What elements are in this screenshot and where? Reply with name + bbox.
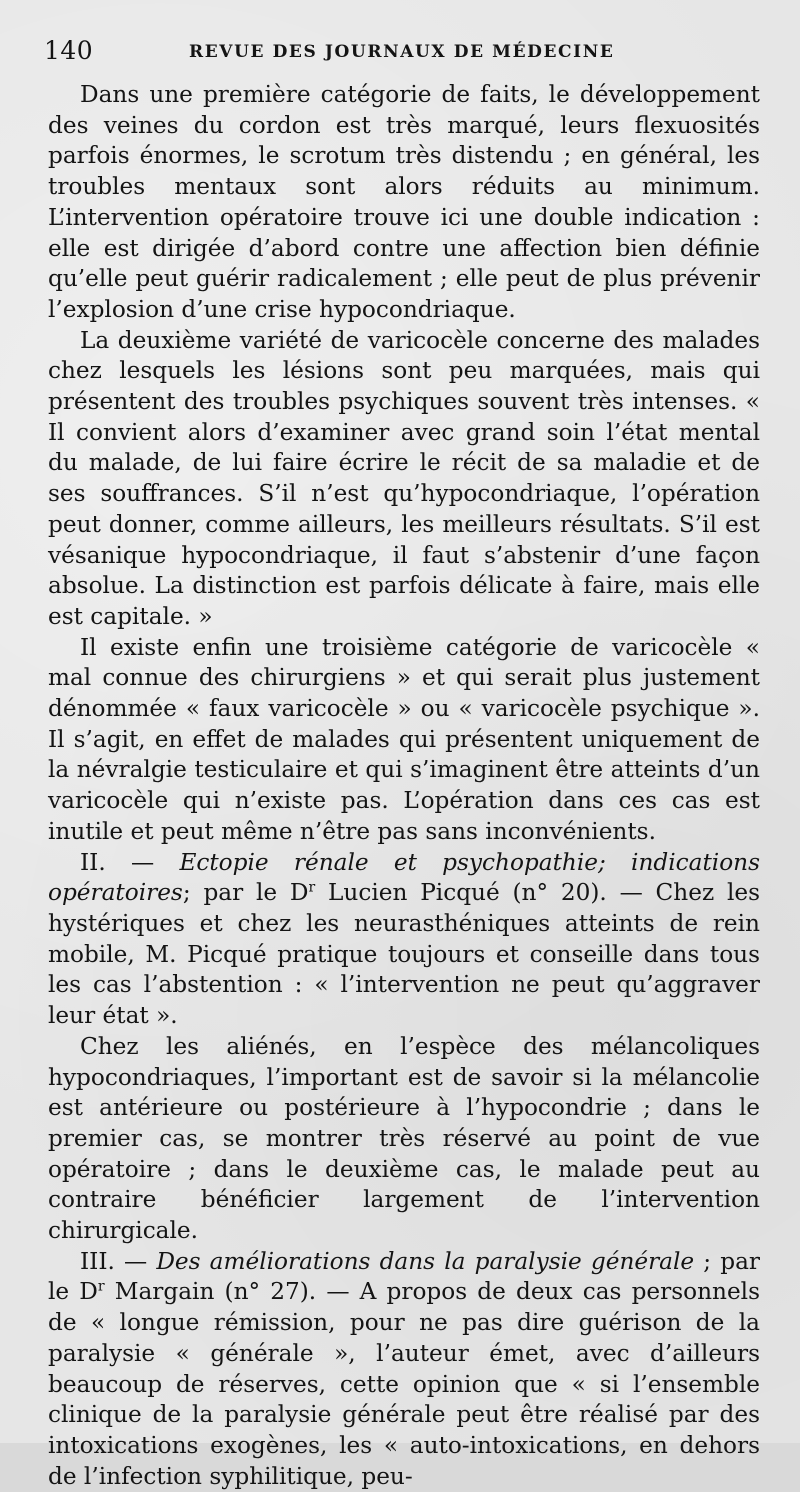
running-title: REVUE DES JOURNAUX DE MÉDECINE: [189, 42, 615, 62]
section-iii-byline: ; par le D: [48, 1247, 761, 1306]
page-number: 140: [44, 36, 94, 65]
section-ii-byline: ; par le D: [182, 879, 309, 907]
section-ii-ectopie-renale: [48, 848, 760, 1032]
paragraph-varicocele-third-category: Il existe enfin une troisième catégorie de varicocèle « mal connue des chirurgiens » et qui serait plus justement dénommée « faux varicocèle » ou « varicocèle psychique ». Il s’agit, en effet de malades qui présentent uniquement de la névralgie testiculaire et qui s’imaginent être atteints d’un varicocèle qui n’existe pas. L’opération dans ces cas est inutile et peut même n’être pas sans inconvénients.: [48, 633, 760, 845]
paragraph-alienes-melancoliques: Chez les aliénés, en l’espèce des mélancoliques hypocondriaques, l’important est de savoir si la mélancolie est antérieure ou postérieure à l’hypocondrie ; dans le premier cas, se montrer très réservé au point de vue opératoire ; dans le deuxième cas, le malade peut au contraire bénéficier largement de l’intervention chirurgicale.: [48, 1032, 760, 1245]
paragraph-varicocele-first-category: Dans une première catégorie de faits, le développement des veines du cordon est très marqué, leurs flexuosités parfois énormes, le scrotum très distendu ; en général, les troubles mentaux sont alors réduits au minimum. L’intervention opératoire trouve ici une double indication : elle est dirigée d’abord contre une affection bien définie qu’elle peut guérir radicalement ; elle peut de plus prévenir l’explosion d’une crise hypocondriaque.: [48, 81, 760, 323]
section-ii-title: Ectopie rénale et psychopathie; indications opératoires: [48, 848, 760, 907]
section-ii-doctor-abbrev: r: [308, 879, 316, 896]
section-iii-doctor-abbrev: r: [97, 1278, 105, 1295]
section-ii-text: Lucien Picqué (n° 20). — Chez les hystériques et chez les neurasthéniques atteints de rein mobile, M. Picqué pratique toujours et conseille dans tous les cas l’abstention : « l’intervention ne peut qu’aggraver leur état ».: [48, 879, 760, 1030]
section-iii-number: III. —: [80, 1247, 157, 1275]
section-iii-title: Des améliorations dans la paralysie générale: [156, 1247, 695, 1275]
section-iii-text: Margain (n° 27). — A propos de deux cas personnels de « longue rémission, pour ne pas dire guérison de la paralysie « générale », l’auteur émet, avec d’ailleurs beaucoup de réserves, cette opinion que « si l’ensemble clinique de la paralysie générale peut être réalisé par des intoxications exogènes, les « auto-intoxications, en dehors de l’infection syphilitique, peu-: [48, 1278, 760, 1490]
section-ii-number: II. —: [80, 848, 180, 876]
article-body: [48, 80, 760, 1492]
section-iii-paralysie-generale: [48, 1247, 760, 1492]
page-header: [44, 36, 740, 72]
paragraph-varicocele-second-variety: La deuxième variété de varicocèle concerne des malades chez lesquels les lésions sont peu marquées, mais qui présentent des troubles psychiques souvent très intenses. « Il convient alors d’examiner avec grand soin l’état mental du malade, de lui faire écrire le récit de sa maladie et de ses souffrances. S’il n’est qu’hypocondriaque, l’opération peut donner, comme ailleurs, les meilleurs résultats. S’il est vésanique hypocondriaque, il faut s’abstenir d’une façon absolue. La distinction est parfois délicate à faire, mais elle est capitale. »: [48, 326, 760, 630]
